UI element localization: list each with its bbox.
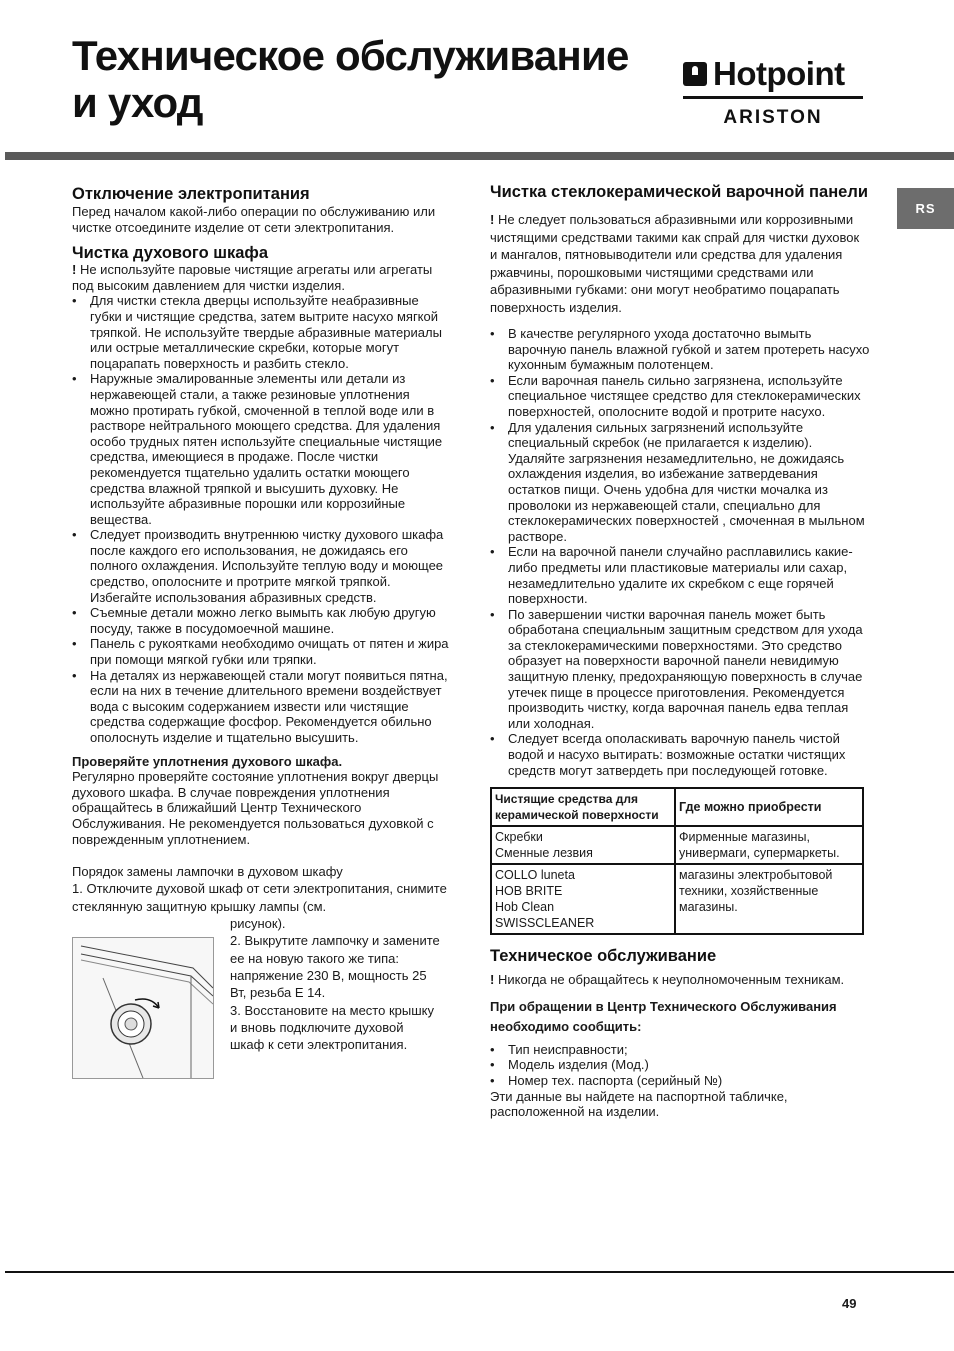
- hob-warning: [490, 211, 870, 316]
- list-item: • Съемные детали можно легко вымыть как любую другую посуду, также в посудомоечной машине.: [72, 605, 452, 636]
- list-item: • Если на варочной панели случайно расплавились какие-либо предметы или пластиковые материалы или сахар, незамедлительно удалите их скребком с еще горячей поверхности.: [490, 544, 870, 606]
- section-heading-service: Техническое обслуживание: [490, 947, 717, 966]
- title-line-1: Техническое обслуживание: [72, 32, 629, 79]
- oven-warning-text: Не используйте паровые чистящие агрегаты или агрегаты под высоким давлением для чистки изделия.: [72, 262, 433, 293]
- table-cell: [491, 864, 675, 934]
- list-item: • Модель изделия (Мод.): [490, 1057, 870, 1073]
- table-header-row: [491, 788, 863, 826]
- cleaning-products-table: [490, 787, 864, 935]
- lamp-step-1-end: рисунок).: [230, 916, 286, 932]
- warning-mark: !: [490, 212, 495, 227]
- oven-warning: [72, 262, 452, 293]
- logo-divider: [683, 96, 863, 99]
- lamp-step-1: 1. Отключите духовой шкаф от сети электропитания, снимите стеклянную защитную крышку лампы (см.: [72, 881, 447, 914]
- table-cell-line: SWISSCLEANER: [495, 916, 595, 931]
- list-item: • На деталях из нержавеющей стали могут появиться пятна, если на них в течение длительного времени воздействует вода с высоким содержанием извести или чистящие средства содержащие фосфор. Рекомендуется обильно ополоснуть изделие и тщательно высушить.: [72, 668, 452, 746]
- table-row: [491, 826, 863, 864]
- table-cell: Фирменные магазины, универмаги, супермаркеты.: [675, 826, 863, 864]
- service-contact-heading: При обращении в Центр Технического Обслуживания необходимо сообщить:: [490, 998, 837, 1034]
- left-column: [72, 185, 452, 1075]
- table-cell: [491, 826, 675, 864]
- list-item: • В качестве регулярного ухода достаточно вымыть варочную панель влажной губкой и затем протереть насухо кухонным бумажным полотенцем.: [490, 326, 870, 373]
- list-item: • Номер тех. паспорта (серийный №): [490, 1073, 870, 1089]
- hob-warning-text: Не следует пользоваться абразивными или коррозивными чистящими средствами такими как спрай для чистки духовок и мангалов, пятновыводители или средства для удаления ржавчины, порошковыми чистящими средствами или абразивными губками: они могут необратимо поцарапать поверхность изделия.: [490, 212, 860, 315]
- table-header-cell: Где можно приобрести: [675, 788, 863, 826]
- logo-mark-icon: [683, 62, 707, 86]
- table-cell: магазины электробытовой техники, хозяйственные магазины.: [675, 864, 863, 934]
- list-item: • Тип неисправности;: [490, 1042, 870, 1058]
- oven-lamp-illustration-icon: [73, 938, 213, 1078]
- logo-sub: ARISTON: [723, 107, 823, 128]
- power-text: Перед началом какой-либо операции по обслуживанию или чистке отсоедините изделие от сети электропитания.: [72, 204, 436, 235]
- table-cell-line: COLLO luneta: [495, 868, 575, 883]
- warning-mark: !: [490, 972, 495, 988]
- lamp-steps: [230, 915, 440, 1053]
- list-item: • Если варочная панель сильно загрязнена, используйте специальное чистящее средство для стеклокерамических поверхностей, ополосните водой и протрите насухо.: [490, 373, 870, 420]
- list-item: • Наружные эмалированные элементы или детали из нержавеющей стали, а также резиновые уплотнения можно протирать губкой, смоченной в теплой воде или в растворе нейтрального моющего средства. Для удаления особо трудных пятен используйте специальные чистящие средства, имеющиеся в продаже. После чистки рекомендуется тщательно удалить остатки моющего средства влажной тряпкой и высушить духовку. Не используйте абразивные порошки или коррозийные вещества.: [72, 371, 452, 527]
- service-warning-text: Никогда не обращайтесь к неуполномоченным техникам.: [494, 972, 845, 988]
- service-warning: [490, 971, 870, 989]
- warning-mark: !: [72, 262, 77, 278]
- lamp-figure: [72, 937, 214, 1079]
- section-heading-oven-cleaning: Чистка духового шкафа: [72, 244, 269, 263]
- right-column: [490, 183, 870, 1120]
- header-divider: [5, 152, 954, 160]
- page-number: 49: [842, 1296, 857, 1311]
- table-cell-line: Сменные лезвия: [495, 846, 593, 861]
- hotpoint-ariston-logo: [683, 54, 863, 130]
- service-info-list: [490, 1042, 870, 1089]
- list-item: • По завершении чистки варочная панель может быть обработана специальным защитным средством для ухода за стеклокерамическими поверхностями. Это средство образует на поверхности варочной панели невидимую защитную пленку, предохраняющую поверхность в случае утечек пище в процессе приготовления. Рекомендуется производить чистку, когда варочная панель едва теплая или холодная.: [490, 607, 870, 732]
- table-row: [491, 864, 863, 934]
- section-heading-power: Отключение электропитания: [72, 185, 310, 203]
- table-cell-line: Hob Clean: [495, 900, 555, 915]
- list-item: • Следует производить внутреннюю чистку духового шкафа после каждого его использования, не дожидаясь его полного охлаждения. Используйте теплую воду и моющее средство, ополосните и протрите мягкой тряпкой. Избегайте использования абразивных средств.: [72, 527, 452, 605]
- table-cell-line: HOB BRITE: [495, 884, 563, 899]
- lamp-section: [72, 915, 452, 1075]
- lamp-step-2: 2. Выкрутите лампочку и замените ее на новую такого же типа: напряжение 230 В, мощность 25 Вт, резьба Е 14.: [230, 933, 440, 1001]
- title-line-2: и уход: [72, 79, 203, 126]
- lamp-step-3: 3. Восстановите на место крышку и вновь подключите духовой шкаф к сети электропитания.: [230, 1002, 434, 1053]
- list-item: • Для удаления сильных загрязнений используйте специальный скребок (не прилагается к изделию). Удаляйте загрязнения незамедлительно, не дожидаясь охлаждения изделия, во избежание затвердевания остатков пищи. Очень удобна для чистки мочалка из проволоки из нержавеющей стали, специально для стеклокерамических поверхностей , смоченная в мыльном растворе.: [490, 420, 870, 545]
- section-heading-hob-cleaning: Чистка стеклокерамической варочной панели: [490, 183, 868, 201]
- language-tab: RS: [897, 188, 954, 229]
- list-item: • Следует всегда ополаскивать варочную панель чистой водой и насухо вытирать: возможные остатки чистящих средств могут затвердеть при последующей готовке.: [490, 731, 870, 778]
- page-title: [72, 32, 629, 126]
- seal-heading: Проверяйте уплотнения духового шкафа.: [72, 753, 343, 769]
- table-cell-line: Скребки: [495, 830, 543, 845]
- oven-cleaning-list: [72, 293, 452, 745]
- list-item: • Для чистки стекла дверцы используйте неабразивные губки и чистящие средства, затем вытрите насухо мягкой тряпкой. Не используйте твердые абразивные материалы или острые металлические скребки, которые могут поцарапать поверхность и разбить стекло.: [72, 293, 452, 371]
- list-item: • Панель с рукоятками необходимо очищать от пятен и жира при помощи мягкой губки или тряпки.: [72, 636, 452, 667]
- seal-text: Регулярно проверяйте состояние уплотнения вокруг дверцы духового шкафа. В случае повреждения уплотнения обращайтесь в ближайший Центр Технического Обслуживания. Не рекомендуется пользоваться духовкой с поврежденным уплотнением.: [72, 769, 439, 847]
- table-header-cell: Чистящие средства для керамической поверхности: [491, 788, 675, 826]
- lamp-heading: Порядок замены лампочки в духовом шкафу: [72, 864, 343, 880]
- footer-divider: [5, 1271, 954, 1273]
- hob-cleaning-list: [490, 326, 870, 778]
- service-footer-text: Эти данные вы найдете на паспортной табличке, расположенной на изделии.: [490, 1088, 788, 1120]
- logo-brand: Hotpoint: [713, 55, 845, 92]
